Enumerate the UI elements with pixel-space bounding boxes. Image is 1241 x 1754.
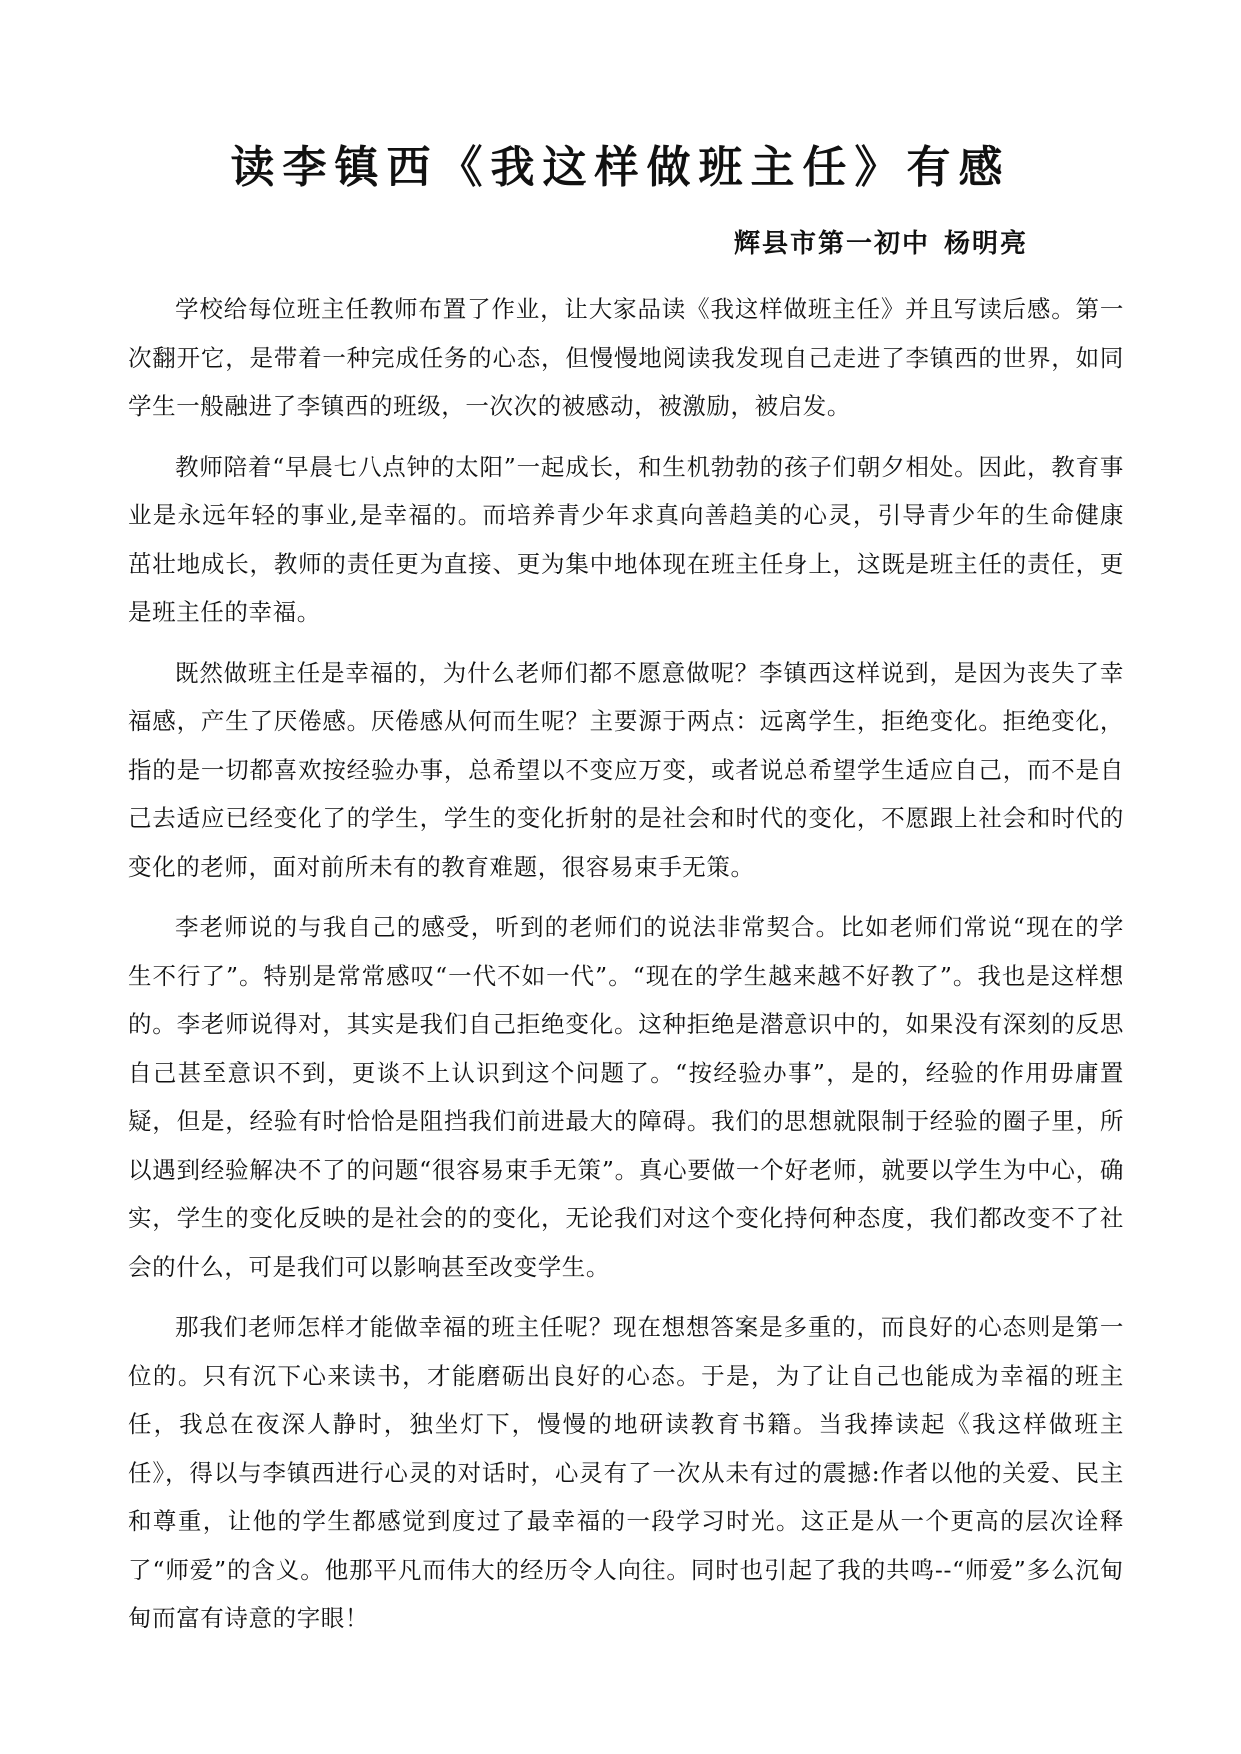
paragraph: 学校给每位班主任教师布置了作业，让大家品读《我这样做班主任》并且写读后感。第一次翻开它，是带着一种完成任务的心态，但慢慢地阅读我发现自己走进了李镇西的世界，如同学生一般融进了李镇西的班级，一次次的被感动，被激励，被启发。	[128, 295, 1124, 420]
paragraph: 既然做班主任是幸福的，为什么老师们都不愿意做呢？李镇西这样说到，是因为丧失了幸福感，产生了厌倦感。厌倦感从何而生呢？主要源于两点：远离学生，拒绝变化。拒绝变化，指的是一切都喜欢按经验办事，总希望以不变应万变，或者说总希望学生适应自己，而不是自己去适应已经变化了的学生，学生的变化折射的是社会和时代的变化，不愿跟上社会和时代的变化的老师，面对前所未有的教育难题，很容易束手无策。	[128, 658, 1124, 881]
author-school: 辉县市第一初中	[733, 229, 930, 259]
paragraph: 教师陪着“早晨七八点钟的太阳”一起成长，和生机勃勃的孩子们朝夕相处。因此，教育事业是永远年轻的事业,是幸福的。而培养青少年求真向善趋美的心灵，引导青少年的生命健康茁壮地成长，教师的责任更为直接、更为集中地体现在班主任身上，这既是班主任的责任，更是班主任的幸福。	[128, 452, 1124, 626]
author-line	[734, 226, 1028, 262]
document-title: 读李镇西《我这样做班主任》有感	[230, 142, 1011, 193]
author-name: 杨明亮	[943, 229, 1028, 259]
document-body	[128, 285, 1124, 1655]
paragraph: 那我们老师怎样才能做幸福的班主任呢？现在想想答案是多重的，而良好的心态则是第一位的。只有沉下心来读书，才能磨砺出良好的心态。于是，为了让自己也能成为幸福的班主任，我总在夜深人静时，独坐灯下，慢慢的地研读教育书籍。当我捧读起《我这样做班主任》，得以与李镇西进行心灵的对话时，心灵有了一次从未有过的震撼:作者以他的关爱、民主和尊重，让他的学生都感觉到度过了最幸福的一段学习时光。这正是从一个更高的层次诠释了“师爱”的含义。他那平凡而伟大的经历令人向往。同时也引起了我的共鸣--“师爱”多么沉甸甸而富有诗意的字眼！	[128, 1313, 1124, 1632]
paragraph: 李老师说的与我自己的感受，听到的老师们的说法非常契合。比如老师们常说“现在的学生不行了”。特别是常常感叹“一代不如一代”。“现在的学生越来越不好教了”。我也是这样想的。李老师说得对，其实是我们自己拒绝变化。这种拒绝是潜意识中的，如果没有深刻的反思自己甚至意识不到，更谈不上认识到这个问题了。“按经验办事”，是的，经验的作用毋庸置疑，但是，经验有时恰恰是阻挡我们前进最大的障碍。我们的思想就限制于经验的圈子里，所以遇到经验解决不了的问题“很容易束手无策”。真心要做一个好老师，就要以学生为中心，确实，学生的变化反映的是社会的的变化，无论我们对这个变化持何种态度，我们都改变不了社会的什么，可是我们可以影响甚至改变学生。	[128, 913, 1124, 1281]
